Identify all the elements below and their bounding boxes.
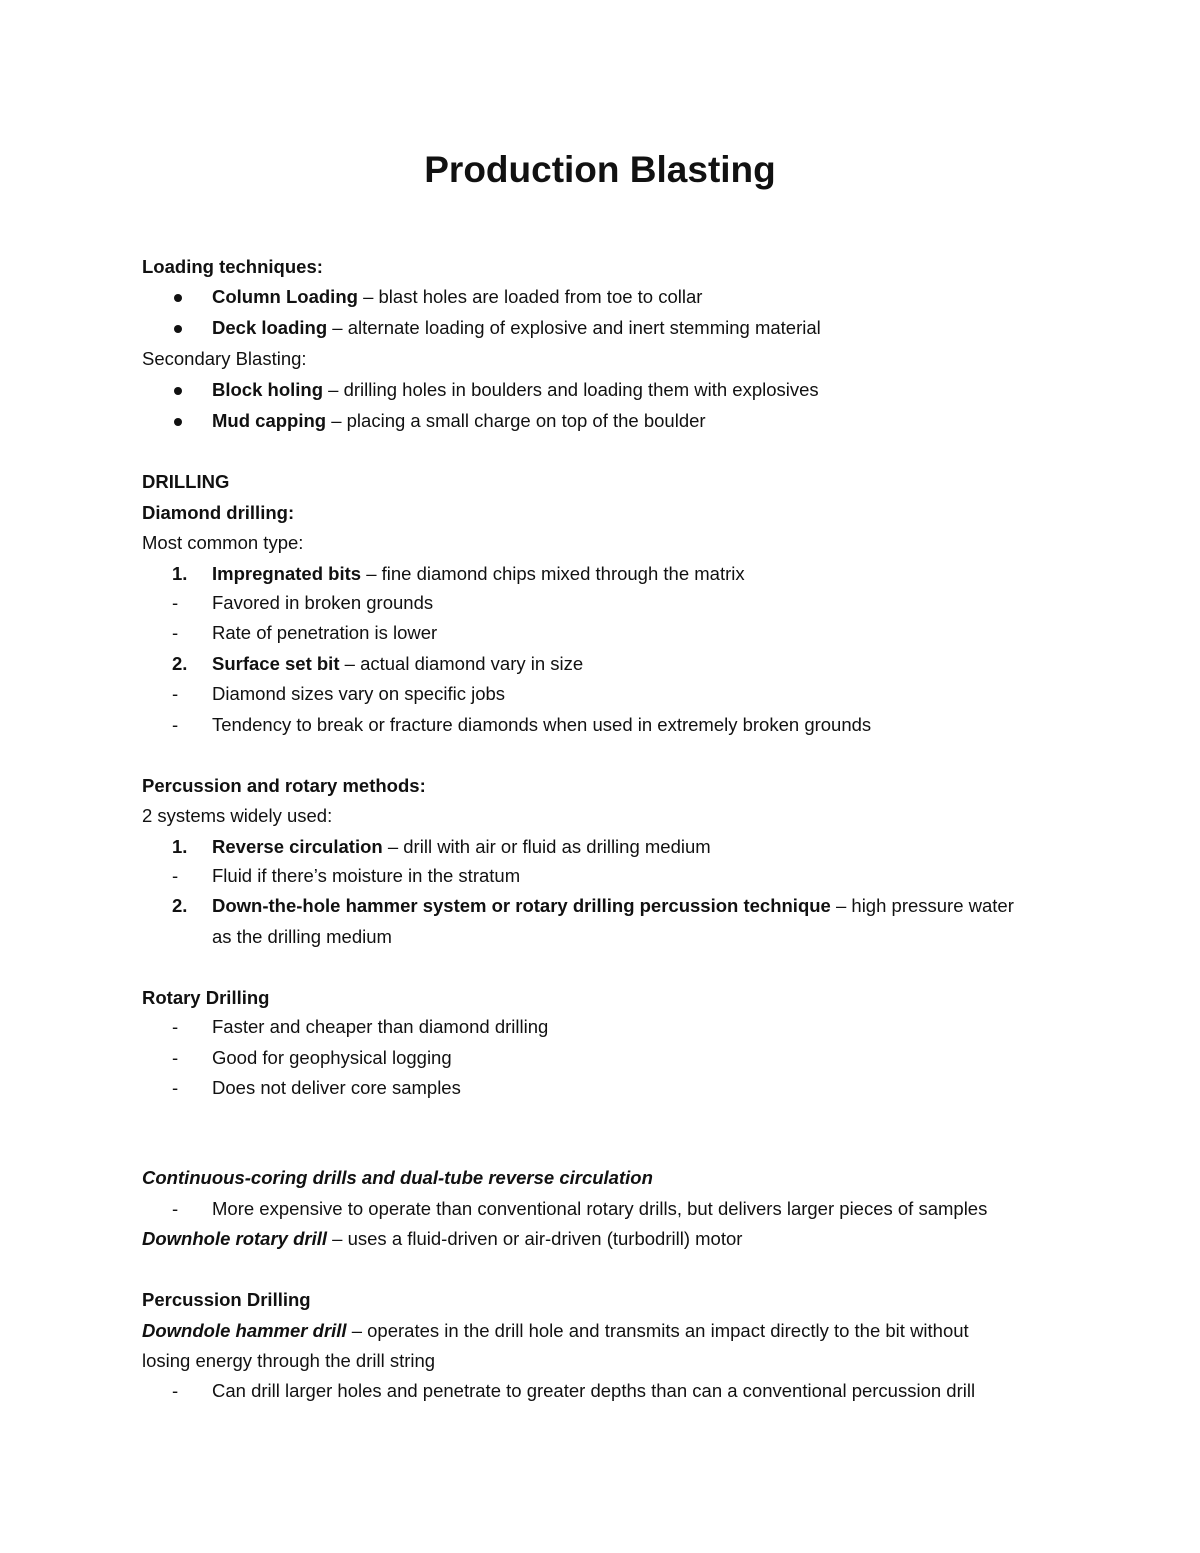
dash-marker: - bbox=[172, 1047, 179, 1068]
secondary-heading: Secondary Blasting: bbox=[142, 348, 307, 369]
dash-marker: - bbox=[172, 1198, 179, 1219]
description: – blast holes are loaded from toe to collar bbox=[357, 286, 703, 307]
list-item bbox=[212, 378, 819, 402]
term: Mud capping bbox=[212, 410, 327, 431]
list-item bbox=[212, 409, 706, 433]
term: Block holing bbox=[212, 379, 323, 400]
term: Deck loading bbox=[212, 317, 328, 338]
list-item bbox=[212, 316, 821, 340]
list-item: Good for geophysical logging bbox=[212, 1047, 452, 1068]
list-item: Fluid if there’s moisture in the stratum bbox=[212, 865, 521, 886]
subsection-heading: Percussion Drilling bbox=[142, 1289, 311, 1310]
list-item: More expensive to operate than conventional rotary drills, but delivers larger pieces of samples bbox=[212, 1198, 988, 1219]
term: Downhole rotary drill bbox=[142, 1228, 328, 1249]
description: – operates in the drill hole and transmits an impact directly to the bit without bbox=[346, 1320, 969, 1341]
term: Impregnated bits bbox=[212, 563, 362, 584]
description: – drilling holes in boulders and loading them with explosives bbox=[323, 379, 819, 400]
dash-marker: - bbox=[172, 1077, 179, 1098]
description: – fine diamond chips mixed through the matrix bbox=[361, 563, 745, 584]
subsection-heading: Rotary Drilling bbox=[142, 987, 270, 1008]
subsection-heading: Continuous-coring drills and dual-tube reverse circulation bbox=[142, 1167, 653, 1188]
list-item: Faster and cheaper than diamond drilling bbox=[212, 1016, 549, 1037]
term: Surface set bit bbox=[212, 653, 340, 674]
list-item bbox=[212, 835, 711, 859]
paragraph-continuation: losing energy through the drill string bbox=[142, 1350, 436, 1371]
subsection-heading: Diamond drilling: bbox=[142, 502, 295, 523]
term: Down-the-hole hammer system or rotary drilling percussion technique bbox=[212, 895, 831, 916]
list-item bbox=[212, 894, 1014, 918]
description: – alternate loading of explosive and inert stemming material bbox=[327, 317, 821, 338]
paragraph bbox=[142, 1319, 969, 1343]
list-number: 2. bbox=[172, 895, 188, 916]
description: – actual diamond vary in size bbox=[339, 653, 584, 674]
list-item: Favored in broken grounds bbox=[212, 592, 434, 613]
loading-heading: Loading techniques: bbox=[142, 256, 323, 277]
list-item bbox=[212, 562, 745, 586]
section-heading: DRILLING bbox=[142, 471, 230, 492]
paragraph: Most common type: bbox=[142, 532, 304, 553]
dash-marker: - bbox=[172, 865, 179, 886]
list-item: Tendency to break or fracture diamonds when used in extremely broken grounds bbox=[212, 714, 872, 735]
bullet-icon bbox=[174, 418, 182, 426]
description: – drill with air or fluid as drilling medium bbox=[382, 836, 711, 857]
term: Reverse circulation bbox=[212, 836, 383, 857]
list-item: Can drill larger holes and penetrate to greater depths than can a conventional percussion drill bbox=[212, 1380, 976, 1401]
term: Column Loading bbox=[212, 286, 358, 307]
dash-marker: - bbox=[172, 714, 179, 735]
dash-marker: - bbox=[172, 683, 179, 704]
paragraph: 2 systems widely used: bbox=[142, 805, 333, 826]
bullet-icon bbox=[174, 387, 182, 395]
list-number: 1. bbox=[172, 836, 188, 857]
paragraph bbox=[142, 1227, 742, 1251]
list-item: Diamond sizes vary on specific jobs bbox=[212, 683, 506, 704]
list-item bbox=[212, 652, 583, 676]
page-title: Production Blasting bbox=[424, 149, 776, 190]
dash-marker: - bbox=[172, 592, 179, 613]
term: Downdole hammer drill bbox=[142, 1320, 347, 1341]
list-number: 1. bbox=[172, 563, 188, 584]
description: – high pressure water bbox=[830, 895, 1014, 916]
list-item: Does not deliver core samples bbox=[212, 1077, 461, 1098]
list-number: 2. bbox=[172, 653, 188, 674]
bullet-icon bbox=[174, 294, 182, 302]
list-item-continuation: as the drilling medium bbox=[212, 926, 392, 947]
dash-marker: - bbox=[172, 1016, 179, 1037]
bullet-icon bbox=[174, 325, 182, 333]
description: – placing a small charge on top of the boulder bbox=[326, 410, 706, 431]
list-item: Rate of penetration is lower bbox=[212, 622, 438, 643]
subsection-heading: Percussion and rotary methods: bbox=[142, 775, 426, 796]
dash-marker: - bbox=[172, 622, 179, 643]
dash-marker: - bbox=[172, 1380, 179, 1401]
list-item bbox=[212, 285, 702, 309]
description: – uses a fluid-driven or air-driven (turbodrill) motor bbox=[327, 1228, 743, 1249]
